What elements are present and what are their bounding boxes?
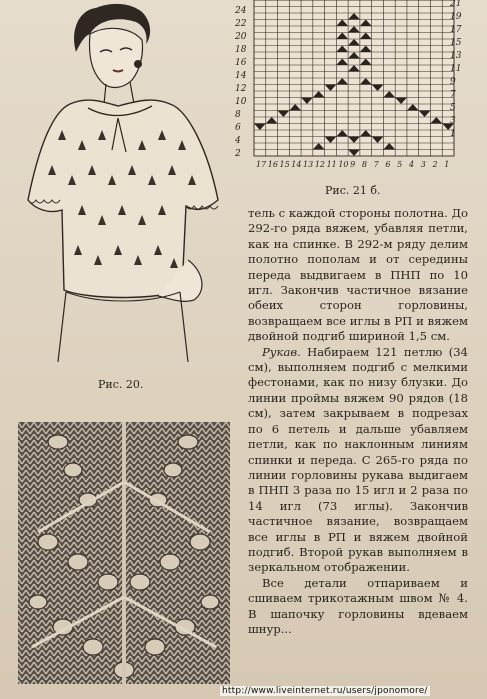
chart-row-label: 17 bbox=[450, 25, 462, 35]
chart-row-label: 1 bbox=[450, 129, 456, 139]
figure-21b-caption: Рис. 21 б. bbox=[325, 184, 381, 197]
chart-column-label: 5 bbox=[397, 160, 403, 169]
chart-row-label: 16 bbox=[235, 57, 247, 68]
paragraph-front-neckline: тель с каждой стороны полотна. До 292-го ряда вяжем, убавляя петли, как на спинке. В 292-м ряду делим полотно пополам и от середины переда выдвигаем в ПНП по 10 игл. Закончив частичное вязание обеих сторон горловины, возвращаем все иглы в РП и вяжем двойной подгиб шириной 1,5 см. bbox=[248, 206, 468, 344]
chart-column-label: 2 bbox=[432, 160, 438, 169]
figure-20-caption: Рис. 20. bbox=[98, 378, 144, 391]
chart-row-label: 24 bbox=[235, 5, 247, 16]
chart-row-label: 4 bbox=[235, 135, 241, 146]
chart-row-label: 11 bbox=[450, 64, 462, 74]
paragraph-assembly: Все детали отпариваем и сшиваем трикотажным швом № 4. В шапочку горловины вдеваем шнур... bbox=[248, 575, 468, 636]
chart-column-label: 1 bbox=[444, 160, 450, 169]
chart-row-label: 13 bbox=[450, 51, 462, 61]
blouse-illustration bbox=[18, 0, 230, 362]
chart-row-label: 19 bbox=[450, 12, 462, 22]
chart-column-label: 9 bbox=[350, 160, 356, 169]
chart-row-label: 12 bbox=[235, 83, 247, 94]
chart-row-label: 14 bbox=[235, 70, 247, 81]
chart-column-label: 12 bbox=[314, 160, 325, 169]
chart-column-label: 4 bbox=[408, 160, 415, 169]
chart-column-label: 10 bbox=[338, 160, 349, 169]
sleeve-text: Набираем 121 петлю (34 см), выполняем подгиб с мелкими фестонами, как по низу блузки. До линии проймы вяжем 90 рядов (18 см), затем закрываем в подрезах по 6 петель и дальше убавляем петли, как по наклонным линиям спинки и переда. С 265-го ряда по линии горловины рукава выдигаем в ПНП 3 раза по 15 игл и 2 раза по 14 игл (73 иглы). Закончив частичное вязание, возвращаем все иглы в РП и вяжем двойной подгиб. Второй рукав выполняем в зеркальном отображении. bbox=[248, 344, 468, 575]
chart-column-label: 8 bbox=[361, 160, 367, 169]
chart-column-label: 15 bbox=[279, 160, 290, 169]
chart-row-label: 22 bbox=[235, 18, 247, 29]
chart-row-label: 21 bbox=[450, 0, 462, 9]
chart-row-numbers-left bbox=[235, 0, 249, 172]
chart-column-label: 3 bbox=[420, 160, 426, 169]
paragraph-sleeve bbox=[248, 345, 468, 576]
chart-column-numbers bbox=[254, 160, 454, 174]
chart-column-label: 14 bbox=[291, 160, 302, 169]
chart-row-label: 6 bbox=[235, 122, 241, 133]
chart-row-label: 3 bbox=[450, 116, 456, 126]
chart-row-label: 18 bbox=[235, 44, 247, 55]
chart-row-numbers-right bbox=[446, 0, 486, 172]
article-text bbox=[248, 206, 468, 637]
knitting-swatch-photo bbox=[18, 422, 230, 684]
knitting-chart bbox=[246, 0, 456, 172]
chart-column-label: 17 bbox=[256, 160, 267, 169]
sleeve-heading: Рукав. bbox=[262, 344, 301, 359]
chart-row-label: 8 bbox=[235, 109, 241, 120]
chart-column-label: 7 bbox=[373, 160, 379, 169]
chart-row-label: 15 bbox=[450, 38, 462, 48]
chart-row-label: 2 bbox=[235, 148, 241, 159]
chart-column-label: 6 bbox=[385, 160, 391, 169]
chart-row-label: 7 bbox=[450, 90, 456, 100]
source-url[interactable]: http://www.liveinternet.ru/users/jponomore/ bbox=[222, 686, 428, 696]
chart-row-label: 5 bbox=[450, 103, 456, 113]
chart-row-label: 9 bbox=[450, 77, 456, 87]
chart-column-label: 16 bbox=[267, 160, 278, 169]
chart-column-label: 11 bbox=[326, 160, 337, 169]
chart-row-label: 10 bbox=[235, 96, 247, 107]
chart-row-label: 20 bbox=[235, 31, 247, 42]
chart-column-label: 13 bbox=[303, 160, 314, 169]
